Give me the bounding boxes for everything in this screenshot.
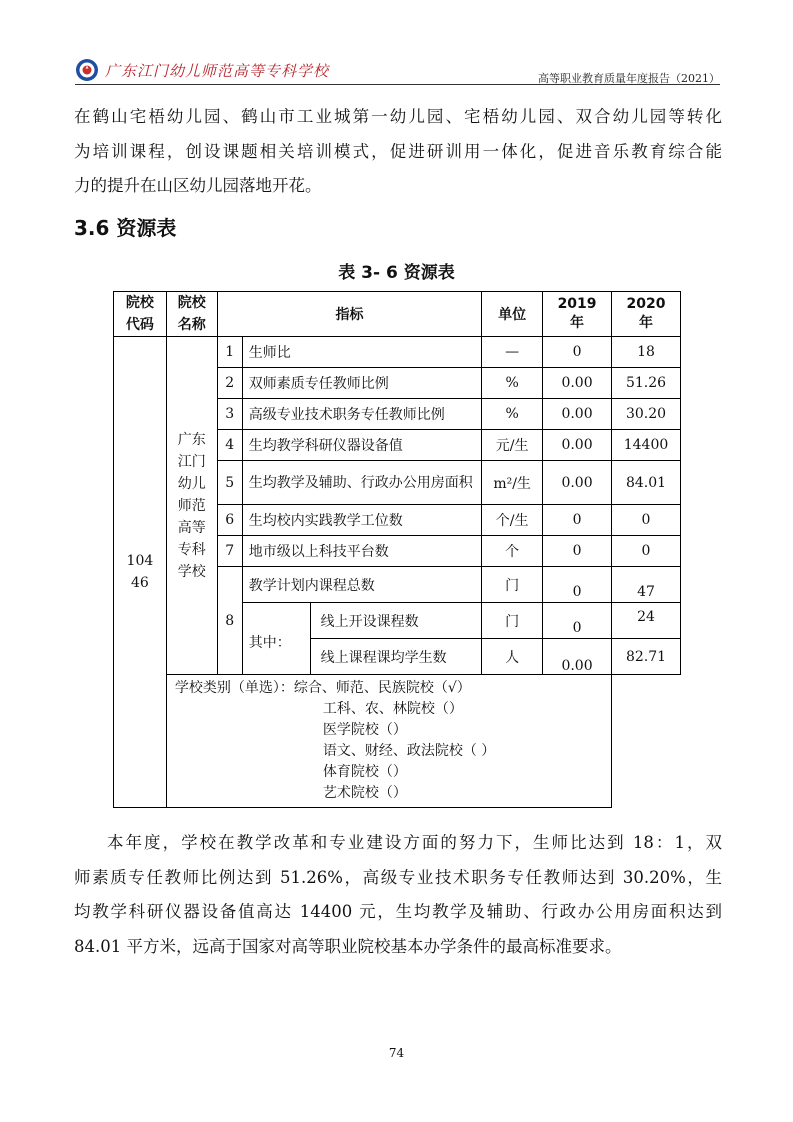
table-row [114, 337, 681, 368]
row-number: 7 [217, 536, 242, 567]
school-type-line: 体育院校（） [322, 764, 407, 780]
value-2020: 47 [612, 567, 681, 603]
row-number: 3 [217, 399, 242, 430]
indicator-name: 双师素质专任教师比例 [242, 368, 481, 399]
value-2020: 84.01 [612, 461, 681, 505]
intro-line: 在鹤山宅梧幼儿园、鹤山市工业城第一幼儿园、宅梧幼儿园、双合幼儿园等转化 [74, 107, 722, 126]
school-code-cell: 10446 [114, 337, 167, 808]
school-emblem-icon [75, 58, 99, 82]
table-caption: 表 3- 6 资源表 [338, 263, 455, 283]
value-2019: 0.00 [543, 399, 612, 430]
value-2020: 14400 [612, 430, 681, 461]
summary-paragraph [74, 826, 722, 964]
indicator-name: 地市级以上科技平台数 [242, 536, 481, 567]
value-2020: 30.20 [612, 399, 681, 430]
value-2020: 24 [612, 603, 681, 639]
summary-line: 师素质专任教师比例达到 51.26%，高级专业技术职务专任教师达到 30.20%，生 [74, 867, 722, 887]
value-2020: 82.71 [612, 639, 681, 675]
header-divider [75, 84, 720, 85]
value-2019: 0.00 [543, 461, 612, 505]
school-name-cell: 广东江门幼儿师范高等专科学校 [166, 337, 217, 675]
value-2019: 0.00 [543, 368, 612, 399]
page-header [75, 54, 720, 86]
value-2019: 0 [543, 603, 612, 639]
row-number: 6 [217, 505, 242, 536]
indicator-name: 生均教学及辅助、行政办公用房面积 [242, 461, 481, 505]
header-indicator: 指标 [217, 292, 481, 337]
sub-label: 其中： [242, 603, 310, 675]
summary-line: 均教学科研仪器设备值高达 14400 元，生均教学及辅助、行政办公用房面积达到 [74, 902, 722, 921]
intro-line: 为培训课程，创设课题相关培训模式，促进研训用一体化，促进音乐教育综合能 [74, 141, 722, 161]
school-logo-text: 广东江门幼儿师范高等专科学校 [105, 62, 330, 80]
section-heading: 3.6 资源表 [74, 216, 177, 240]
resource-table [113, 291, 681, 808]
unit-cell: 门 [482, 567, 543, 603]
value-2020: 18 [612, 337, 681, 368]
page-number: 74 [388, 1046, 405, 1060]
indicator-name: 线上课程课均学生数 [310, 639, 482, 675]
header-name: 院校名称 [166, 292, 217, 337]
unit-cell: 个/生 [482, 505, 543, 536]
value-2019: 0.00 [543, 639, 612, 675]
unit-cell: 门 [482, 603, 543, 639]
unit-cell: — [482, 337, 543, 368]
school-type-line: 语文、财经、政法院校（ ） [322, 743, 496, 759]
header-2020: 2020 年 [612, 292, 681, 337]
school-type-line: 学校类别（单选）：综合、师范、民族院校（√） [174, 680, 471, 696]
summary-line: 84.01 平方米，远高于国家对高等职业院校基本办学条件的最高标准要求。 [74, 936, 622, 956]
school-type-cell [166, 675, 611, 808]
summary-line: 本年度，学校在教学改革和专业建设方面的努力下，生师比达到 18：1，双 [107, 833, 722, 852]
school-type-line: 医学院校（） [322, 722, 407, 738]
row-number: 2 [217, 368, 242, 399]
intro-line: 力的提升在山区幼儿园落地开花。 [74, 176, 322, 195]
indicator-name: 高级专业技术职务专任教师比例 [242, 399, 481, 430]
value-2020: 0 [612, 536, 681, 567]
indicator-name: 生均教学科研仪器设备值 [242, 430, 481, 461]
table-header-row [114, 292, 681, 337]
value-2019: 0 [543, 337, 612, 368]
unit-cell: % [482, 368, 543, 399]
indicator-name: 生均校内实践教学工位数 [242, 505, 481, 536]
value-2019: 0 [543, 536, 612, 567]
report-title: 高等职业教育质量年度报告（2021） [538, 72, 720, 85]
unit-cell: 人 [482, 639, 543, 675]
value-2020: 0 [612, 505, 681, 536]
row-number: 4 [217, 430, 242, 461]
school-type-line: 艺术院校（） [322, 785, 407, 801]
header-2019: 2019 年 [543, 292, 612, 337]
unit-cell: 元/生 [482, 430, 543, 461]
row-number: 8 [217, 567, 242, 675]
value-2020: 51.26 [612, 368, 681, 399]
indicator-name: 生师比 [242, 337, 481, 368]
indicator-name: 教学计划内课程总数 [242, 567, 481, 603]
value-2019: 0 [543, 505, 612, 536]
unit-cell: m²/生 [482, 461, 543, 505]
school-type-line: 工科、农、林院校（） [322, 701, 463, 717]
indicator-name: 线上开设课程数 [310, 603, 482, 639]
school-type-row [114, 675, 681, 808]
value-2019: 0 [543, 567, 612, 603]
header-unit: 单位 [482, 292, 543, 337]
row-number: 1 [217, 337, 242, 368]
intro-paragraph [74, 100, 722, 204]
row-number: 5 [217, 461, 242, 505]
header-code: 院校代码 [114, 292, 167, 337]
value-2019: 0.00 [543, 430, 612, 461]
unit-cell: 个 [482, 536, 543, 567]
unit-cell: % [482, 399, 543, 430]
